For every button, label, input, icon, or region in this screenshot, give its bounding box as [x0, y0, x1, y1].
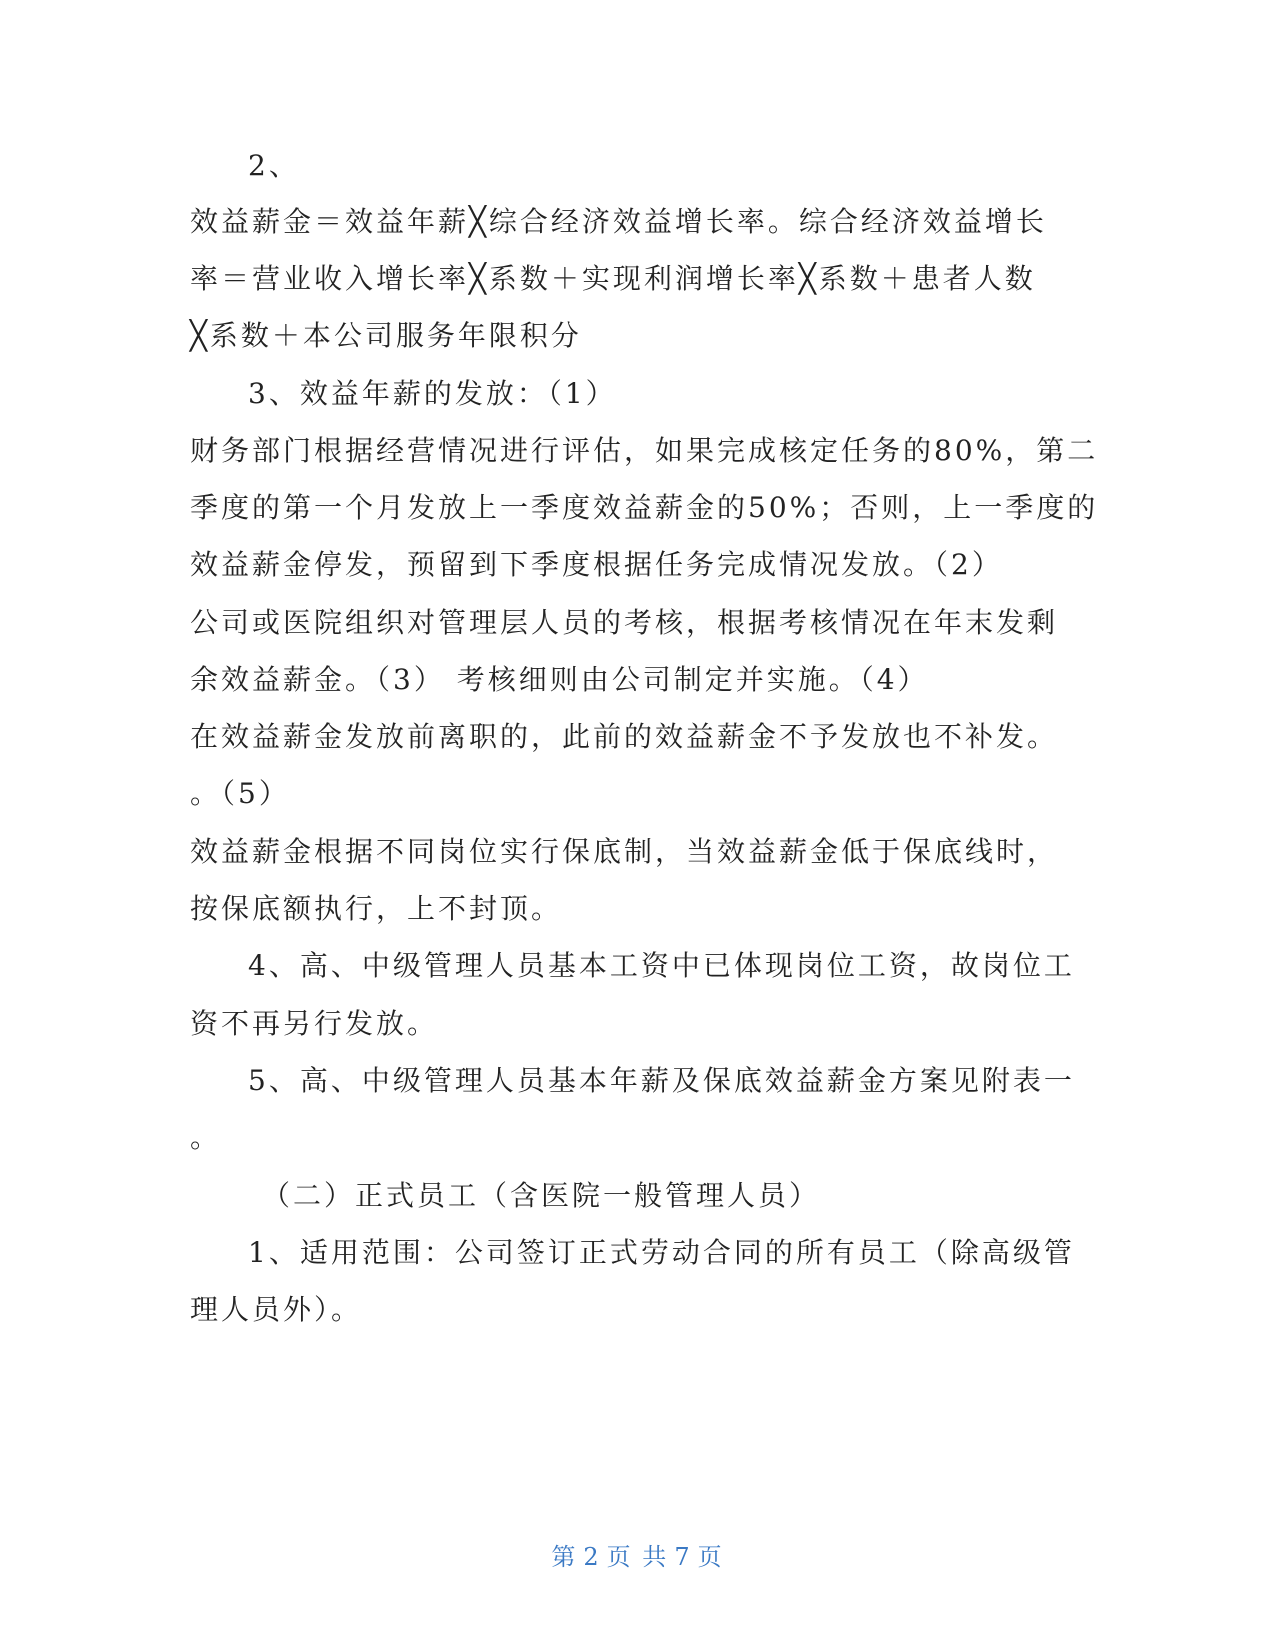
- paragraph-line: 公司或医院组织对管理层人员的考核，根据考核情况在年末发剩: [190, 606, 1059, 639]
- paragraph-line: 效益薪金＝效益年薪╳综合经济效益增长率。综合经济效益增长: [190, 205, 1047, 238]
- paragraph-line: 资不再另行发放。: [190, 1007, 439, 1040]
- line-item-heading-1: 1、适用范围：公司签订正式劳动合同的所有员工（除高级管: [248, 1236, 1075, 1269]
- footer-prefix: 第: [551, 1543, 578, 1571]
- paragraph-line: 按保底额执行，上不封顶。: [190, 892, 563, 925]
- paragraph-line: 财务部门根据经营情况进行评估，如果完成核定任务的80%，第二: [190, 434, 1099, 467]
- page-footer: [0, 1540, 1275, 1574]
- footer-total-pages: 7: [674, 1543, 692, 1571]
- paragraph-line: 。（5）: [190, 777, 290, 810]
- paragraph-line: 率＝营业收入增长率╳系数＋实现利润增长率╳系数＋患者人数: [190, 262, 1036, 295]
- line-item-heading-5: 5、高、中级管理人员基本年薪及保底效益薪金方案见附表一: [248, 1064, 1075, 1097]
- footer-suffix: 页: [697, 1543, 724, 1571]
- line-item-heading-3: 3、效益年薪的发放：（1）: [248, 377, 617, 410]
- line-item-number-2: 2、: [248, 149, 300, 182]
- paragraph-line: ╳系数＋本公司服务年限积分: [190, 319, 582, 352]
- paragraph-line: 效益薪金根据不同岗位实行保底制，当效益薪金低于保底线时，: [190, 835, 1059, 868]
- line-item-heading-4: 4、高、中级管理人员基本工资中已体现岗位工资，故岗位工: [248, 949, 1075, 982]
- footer-page-number: 2: [583, 1543, 601, 1571]
- paragraph-line: 理人员外）。: [190, 1293, 363, 1326]
- section-heading: （二）正式员工（含医院一般管理人员）: [262, 1179, 821, 1212]
- paragraph-line: 效益薪金停发，预留到下季度根据任务完成情况发放。（2）: [190, 548, 1003, 581]
- footer-mid: 页 共: [606, 1543, 669, 1571]
- paragraph-line: 余效益薪金。（3） 考核细则由公司制定并实施。（4）: [190, 663, 929, 696]
- paragraph-line: 在效益薪金发放前离职的，此前的效益薪金不予发放也不补发。: [190, 720, 1059, 753]
- paragraph-line: 。: [190, 1121, 222, 1154]
- paragraph-line: 季度的第一个月发放上一季度效益薪金的50%；否则，上一季度的: [190, 491, 1099, 524]
